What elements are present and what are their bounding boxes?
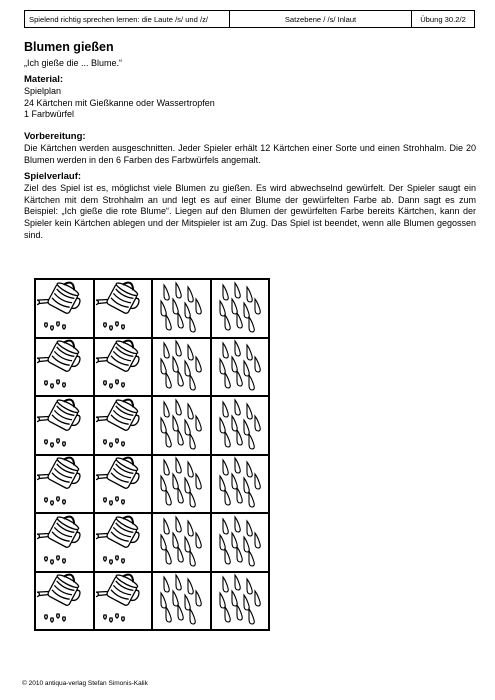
water-drops-card [211, 396, 270, 455]
water-drops-icon [213, 279, 267, 338]
water-drops-icon [154, 454, 208, 513]
header-series-title: Spielend richtig sprechen lernen: die Laute /s/ und /z/ [25, 11, 230, 27]
water-drops-icon [213, 337, 267, 396]
gameplay-heading: Spielverlauf: [24, 171, 82, 182]
water-drops-card [152, 396, 211, 455]
water-drops-card [152, 338, 211, 397]
watering-can-card [94, 396, 153, 455]
material-heading: Material: [24, 74, 64, 85]
target-sentence: „Ich gieße die ... Blume.“ [24, 58, 123, 68]
water-drops-icon [213, 454, 267, 513]
material-item: 1 Farbwürfel [24, 109, 75, 120]
header-exercise-number: Übung 30.2/2 [420, 14, 466, 24]
water-drops-card [152, 572, 211, 631]
water-drops-icon [154, 337, 208, 396]
watering-can-card [35, 572, 94, 631]
material-section [24, 74, 476, 121]
watering-can-card [35, 513, 94, 572]
watering-can-card [35, 455, 94, 514]
water-drops-icon [213, 571, 267, 630]
watering-can-card [94, 572, 153, 631]
watering-can-card [35, 396, 94, 455]
watering-can-icon [37, 337, 91, 396]
water-drops-icon [154, 513, 208, 572]
watering-can-icon [96, 513, 150, 572]
water-drops-card [211, 279, 270, 338]
watering-can-icon [96, 571, 150, 630]
water-drops-card [152, 279, 211, 338]
water-drops-icon [154, 396, 208, 455]
page-header [24, 10, 475, 28]
watering-can-card [35, 279, 94, 338]
watering-can-icon [96, 454, 150, 513]
page-title: Blumen gießen [24, 40, 114, 54]
gameplay-section [24, 171, 476, 242]
watering-can-card [94, 338, 153, 397]
preparation-heading: Vorbereitung: [24, 131, 86, 142]
watering-can-icon [37, 454, 91, 513]
material-item: Spielplan [24, 85, 62, 96]
watering-can-card [35, 338, 94, 397]
card-grid [34, 278, 270, 631]
gameplay-text: Ziel des Spiel ist es, möglichst viele Blumen zu gießen. Es wird abwechselnd gewürfelt. Der Spieler saugt ein Kärtchen mit dem Strohhalm an und legt es auf einer Blume der gewürfelten Farbe ab. Dann sagt es zum Beispiel: „Ich gieße die rote Blume“. Liegen auf den Blumen der gewürfelten Farbe bereits Kärtchen, kann der Spieler kein Kärtchen ablegen und der Mitspieler ist am Zug. Das Spiel ist beendet, wenn alle Blumen gegossen sind. [24, 182, 476, 240]
preparation-text: Die Kärtchen werden ausgeschnitten. Jeder Spieler erhält 12 Kärtchen einer Sorte und einen Strohhalm. Die 20 Blumen werden in den 6 Farben des Farbwürfels angemalt. [24, 142, 476, 165]
water-drops-icon [154, 279, 208, 338]
water-drops-card [211, 513, 270, 572]
watering-can-icon [96, 279, 150, 338]
water-drops-card [211, 455, 270, 514]
watering-can-icon [37, 513, 91, 572]
water-drops-card [211, 572, 270, 631]
watering-can-icon [96, 337, 150, 396]
watering-can-icon [96, 396, 150, 455]
water-drops-card [211, 338, 270, 397]
copyright-footer: © 2010 antiqua-verlag Stefan Simonis-Kalik [22, 680, 148, 687]
water-drops-card [152, 455, 211, 514]
water-drops-card [152, 513, 211, 572]
header-topic: Satzebene / /s/ Inlaut [230, 11, 412, 27]
watering-can-icon [37, 571, 91, 630]
water-drops-icon [154, 571, 208, 630]
material-item: 24 Kärtchen mit Gießkanne oder Wassertropfen [24, 97, 215, 108]
watering-can-icon [37, 396, 91, 455]
preparation-section [24, 131, 476, 166]
water-drops-icon [213, 513, 267, 572]
watering-can-card [94, 455, 153, 514]
watering-can-icon [37, 279, 91, 338]
watering-can-card [94, 279, 153, 338]
watering-can-card [94, 513, 153, 572]
water-drops-icon [213, 396, 267, 455]
